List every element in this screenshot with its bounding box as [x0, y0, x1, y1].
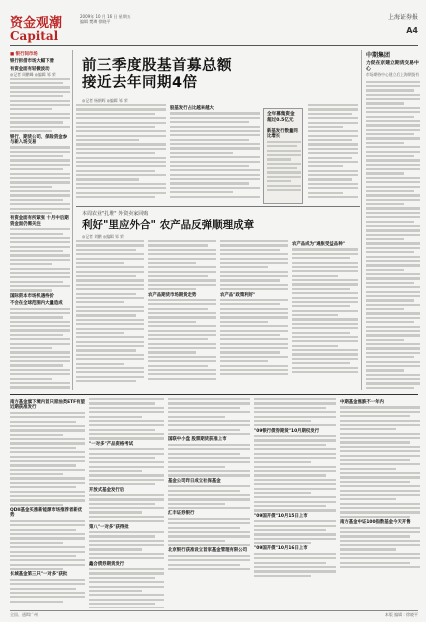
bottom-col-2	[89, 398, 164, 608]
box-title: 全年募集资金	[267, 112, 295, 117]
bottom-title-14: 南方基金中证100指数基金今天开售	[340, 520, 411, 526]
bottom-col-4	[254, 398, 336, 608]
right-column	[366, 50, 420, 390]
masthead	[10, 12, 418, 46]
left-byline: ◎记者 周鹏峰 ◎编辑 邹 荣	[10, 72, 56, 78]
bottom-title-7: 第八"一对多"获得批	[89, 524, 129, 530]
second-body-1	[76, 240, 144, 390]
left-body-2	[10, 146, 70, 214]
second-body-4	[292, 240, 358, 390]
left-body-1	[10, 78, 70, 133]
second-subhead-2: 农产品"政策利好"	[220, 292, 256, 298]
left-headline-5: 国际资本市场机遇待价	[10, 293, 54, 299]
bottom-title-9: 北京银行获准设立首家基金管理有限公司	[168, 548, 248, 554]
bottom-col-5	[340, 398, 420, 608]
bottom-title-2b: 开放式基金发行后	[89, 487, 125, 493]
bottom-rule	[10, 394, 418, 395]
bottom-title-10: "09银行债券期货"10月期权发行	[254, 428, 320, 434]
main-body-1	[76, 104, 166, 204]
second-headline: 利好"里应外合" 农产品反弹顺理成章	[82, 219, 255, 231]
main-subhead-1: 股基发行占比越来越大	[170, 106, 214, 111]
left-headline-4: 有资金面有所紧张 十月中后期资金面仍需关注	[10, 216, 69, 227]
bottom-col-1	[10, 398, 85, 608]
left-column	[10, 50, 70, 390]
footer-right: 本版 编辑 : 徐晓平	[384, 612, 418, 617]
page-number: A4	[406, 26, 418, 35]
second-body-2	[148, 240, 216, 390]
main-body-2	[170, 104, 260, 204]
second-subhead-3: 农产品成为"通胀受益品种"	[292, 242, 345, 247]
right-headline-1: 中期集团	[366, 52, 391, 59]
left-body-4	[10, 308, 70, 389]
second-body-3	[220, 240, 288, 390]
bottom-col-3	[168, 398, 250, 608]
footer-left: 全国、通缉广州	[10, 612, 38, 617]
date-line	[80, 14, 131, 24]
main-headline-1: 前三季度股基首募总额	[82, 58, 232, 74]
left-headline-3: 银行、期货公司、保险资金参与新入场交易	[10, 134, 68, 145]
bottom-title-3: QDII基金买涨新能源市场推荐者新优势	[10, 508, 83, 519]
bottom-title-4: 长城基金第三只"一对多"获批	[10, 572, 68, 578]
story-divider	[76, 206, 360, 207]
highlight-box	[263, 108, 303, 204]
page-footer	[10, 610, 418, 616]
bottom-title-8: 汇丰证券银行	[168, 511, 195, 517]
main-headline-2: 接近去年同期4倍	[82, 75, 198, 91]
section-subtitle: Capital	[10, 29, 59, 43]
right-divider	[361, 50, 362, 390]
second-byline: ◎记者 刘鹏 ◎编辑 邹 荣	[82, 234, 124, 239]
box-subtitle: 新基发行数量同比增长	[267, 129, 298, 140]
right-headline-2: 力促在京建立期货交易中心	[366, 61, 419, 72]
bottom-title-2: "一对多"产品资格考试	[89, 441, 134, 447]
bottom-title-12: "09国开债"10月16日上市	[254, 546, 308, 552]
section-title: 资金观潮	[10, 16, 63, 31]
bottom-title-5: 基金公司昨日成立社保基金	[168, 478, 221, 484]
main-body-3	[308, 104, 358, 204]
column-divider	[72, 50, 73, 390]
bottom-title-6: 国联中小盘 股票期货获准上市	[168, 437, 227, 443]
paper-name: 上海证券报	[387, 14, 418, 21]
second-kicker: 本周农业"扎堆" 外资卖家回购	[82, 211, 149, 217]
left-kicker: ■ 银行间市场	[10, 52, 38, 57]
bottom-title-15: 中期基金涨跌不一年内	[340, 400, 384, 405]
left-headline-2: 有资金面有轻微波动	[10, 66, 50, 72]
left-body-3	[10, 228, 70, 291]
main-byline: ◎记者 杨朝晖 ◎编辑 邹 荣	[82, 98, 128, 103]
box-body	[267, 127, 301, 201]
left-headline-1: 银行拆借市场大幅下滑	[10, 59, 54, 65]
right-headline-3: 市场期待中心建立后上海期货有	[366, 72, 420, 78]
box-value: 超过0.5亿元	[267, 118, 294, 124]
date-text: 2009年 10 月 16 日 星期五	[80, 14, 131, 19]
main-headline-block	[82, 58, 282, 92]
bottom-title-13: 鑫合债券期货发行	[89, 561, 125, 567]
editor-text: 编辑 樊璘 徐晓平	[80, 19, 111, 24]
left-headline-6: 不会在全球范围内大量造成	[10, 301, 63, 307]
second-subhead-1: 农产品期货市场期货走势	[148, 292, 197, 298]
bottom-title-1: 南方基金旗下境内首只原油类ETF有望近期获准发行	[10, 400, 85, 411]
bottom-title-11: "09国开债"10月15日上市	[254, 513, 308, 519]
